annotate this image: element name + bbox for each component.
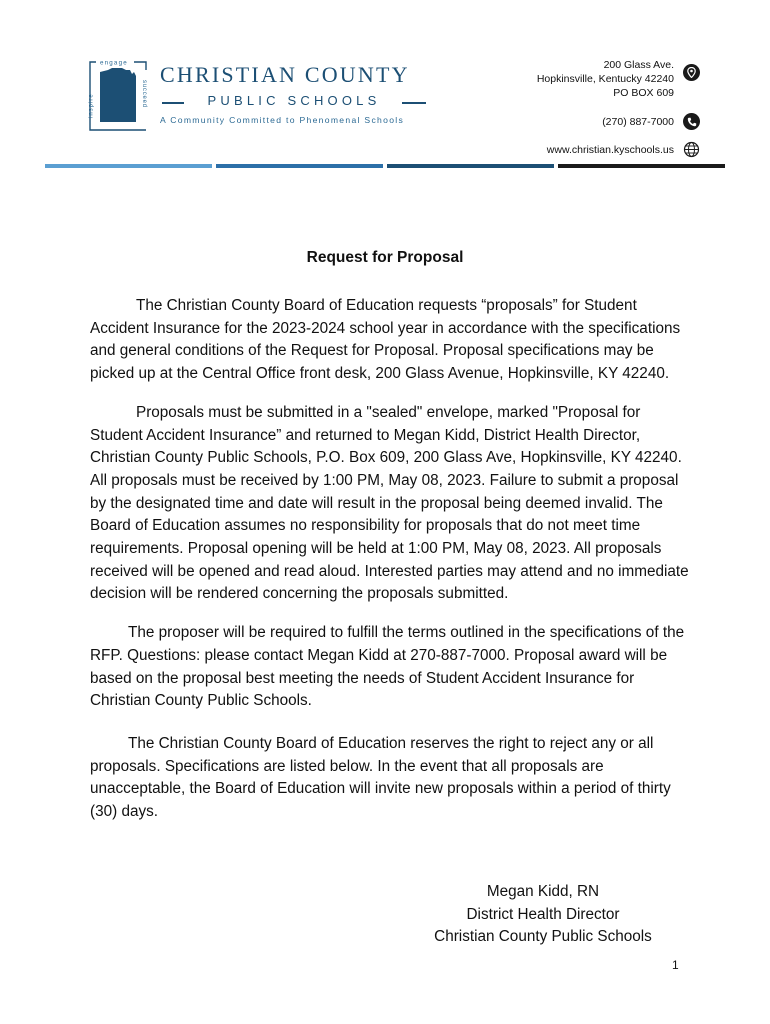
signature-org: Christian County Public Schools xyxy=(434,928,652,946)
divider xyxy=(402,102,426,104)
logo-subtitle: PUBLIC SCHOOLS xyxy=(207,93,381,108)
logo-subtitle-row xyxy=(160,93,430,111)
globe-icon xyxy=(683,141,700,158)
signature-name: Megan Kidd, RN xyxy=(486,883,600,900)
address-line: PO BOX 609 xyxy=(613,87,674,99)
contact-block xyxy=(537,58,700,158)
divider-segment xyxy=(216,164,383,168)
svg-text:engage: engage xyxy=(100,59,128,67)
school-district-logo xyxy=(86,58,152,134)
body-paragraph: The Christian County Board of Education reserves the right to reject any or all proposals. Specifications are listed below. In the event that all proposals are unacceptable, the Board of Education will invite new proposals within a period of thirty (30) days. xyxy=(90,734,671,821)
website-link[interactable]: www.christian.kyschools.us xyxy=(546,143,674,156)
svg-text:succeed: succeed xyxy=(141,80,147,108)
phone-number: (270) 887-7000 xyxy=(602,115,674,128)
divider-segment xyxy=(558,164,725,168)
divider xyxy=(162,102,184,104)
signature-block xyxy=(400,881,686,949)
body-paragraph: The proposer will be required to fulfill the terms outlined in the specifications of the RFP. Questions: please contact Megan Kidd at 270-887-7000. Proposal award will be based on the proposal best meeting the needs of Student Accident Insurance for Christian County Public Schools. xyxy=(90,624,685,710)
logo-tagline: A Community Committed to Phenomenal Schools xyxy=(160,115,405,125)
page-number: 1 xyxy=(672,958,679,972)
document-body xyxy=(90,295,690,824)
phone-icon xyxy=(683,113,700,130)
letterhead-divider xyxy=(45,164,725,168)
signature-title: District Health Director xyxy=(466,905,620,923)
svg-text:inspire: inspire xyxy=(88,93,95,118)
address-line: 200 Glass Ave. xyxy=(603,59,674,71)
website-row xyxy=(537,141,700,158)
document-title: Request for Proposal xyxy=(306,249,464,266)
location-pin-icon xyxy=(683,64,700,81)
address-row xyxy=(537,58,700,100)
divider-segment xyxy=(387,164,554,168)
body-paragraph: Proposals must be submitted in a "sealed" envelope, marked "Proposal for Student Accident Insurance” and returned to Megan Kidd, District Health Director, Christian County Public Schools, P.O. Box 609, 200 Glass Ave, Hopkinsville, KY 42240. All proposals must be received by 1:00 PM, May 08, 2023. Failure to submit a proposal by the designated time and date will result in the proposal being deemed invalid. The Board of Education assumes no responsibility for proposals that do not meet time requirements. Proposal opening will be held at 1:00 PM, May 08, 2023. All proposals received will be opened and read aloud. Interested parties may attend and no immediate decision will be rendered concerning the proposals submitted. xyxy=(90,403,689,603)
phone-row xyxy=(537,113,700,130)
divider-segment xyxy=(45,164,212,168)
logo-title: CHRISTIAN COUNTY xyxy=(160,62,410,87)
address-line: Hopkinsville, Kentucky 42240 xyxy=(536,73,674,85)
body-paragraph: The Christian County Board of Education requests “proposals” for Student Accident Insurance for the 2023-2024 school year in accordance with the specifications and general conditions of the Request for Proposal. Proposal specifications may be picked up at the Central Office front desk, 200 Glass Avenue, Hopkinsville, KY 42240. xyxy=(90,297,681,383)
